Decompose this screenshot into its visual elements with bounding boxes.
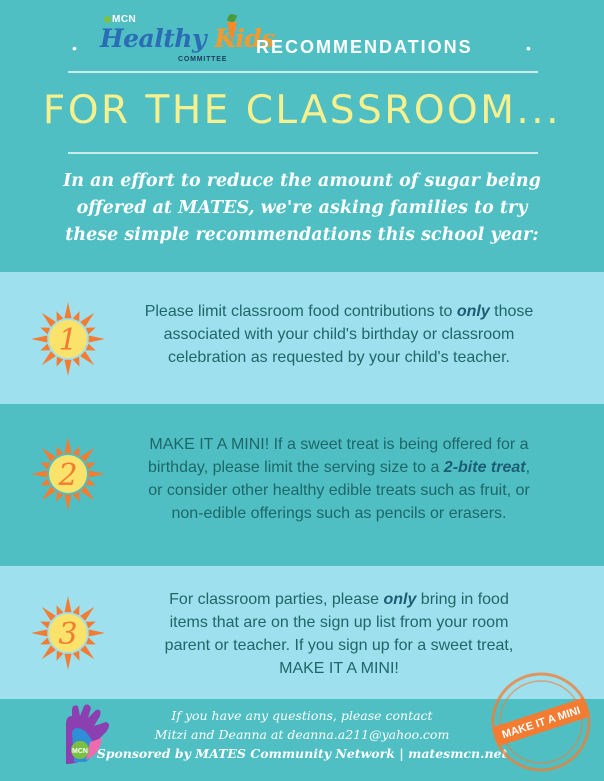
- line: Please limit classroom food contributions to only those: [144, 303, 534, 320]
- leaf-icon: [104, 16, 111, 23]
- sun-ray: [40, 479, 50, 486]
- line: associated with your child's birthday or classroom: [163, 326, 515, 343]
- line: non-edible offerings such as pencils or erasers.: [171, 505, 507, 522]
- sun-ray: [86, 479, 96, 486]
- line: MAKE IT A MINI!: [279, 660, 399, 677]
- header: [0, 0, 604, 70]
- logo-mcn: MCN: [104, 14, 136, 25]
- line: or consider other healthy edible treats such as fruit, or: [148, 482, 530, 499]
- sun-ray: [57, 651, 64, 661]
- item-number-1: 1: [58, 323, 78, 358]
- sun-ray: [42, 313, 56, 327]
- sun-ray: [40, 344, 50, 351]
- sun-ray: [42, 448, 56, 462]
- carrot-icon: [227, 22, 237, 44]
- sun-ray: [89, 629, 105, 636]
- sun-ray: [80, 645, 94, 659]
- badge-label: MCN: [72, 748, 88, 755]
- line: celebration as requested by your child's teacher.: [168, 349, 510, 366]
- sun-ray: [86, 344, 96, 351]
- line: parent or teacher. If you sign up for a sweet treat,: [164, 637, 514, 654]
- sun-ray: [80, 448, 94, 462]
- page-title: FOR THE CLASSROOM...: [42, 88, 562, 133]
- sun-ray: [57, 311, 64, 321]
- stamp-text: MAKE IT A MINI: [500, 704, 583, 742]
- sun-ray: [73, 311, 80, 321]
- sun-ray: [80, 486, 94, 500]
- sun-ray: [57, 605, 64, 615]
- sun-ray: [86, 463, 96, 470]
- sun-ray: [31, 335, 47, 342]
- sun-ray: [64, 437, 71, 453]
- sun-ray: [57, 357, 64, 367]
- sun-ray: [80, 607, 94, 621]
- item-number-2: 2: [58, 458, 78, 493]
- sun-ray: [89, 470, 105, 477]
- sun-ray: [42, 645, 56, 659]
- sun-ray: [31, 629, 47, 636]
- line: MAKE IT A MINI! If a sweet treat is being offered for a: [149, 436, 529, 453]
- logo-healthy-kids: Healthy Kids: [100, 24, 275, 53]
- sun-ray: [89, 335, 105, 342]
- sun-ray: [40, 622, 50, 629]
- sun-ray: [42, 351, 56, 365]
- recommendation-text-1: [104, 300, 574, 369]
- recommendations-heading: RECOMMENDATIONS: [256, 37, 473, 57]
- sun-ray: [80, 313, 94, 327]
- sun-ray: [57, 492, 64, 502]
- recommendation-text-2: [104, 433, 574, 525]
- line: For classroom parties, please only bring in food: [169, 591, 509, 608]
- sun-ray: [86, 638, 96, 645]
- top-rule: [68, 71, 538, 73]
- sun-ray: [86, 328, 96, 335]
- intro-text: In an effort to reduce the amount of sugar being offered at MATES, we're asking families to try these simple recommendations this school year:: [63, 171, 541, 245]
- sun-number-3-icon: [29, 594, 107, 672]
- sun-ray: [31, 470, 47, 477]
- sun-ray: [73, 357, 80, 367]
- sun-ray: [40, 463, 50, 470]
- sun-ray: [40, 638, 50, 645]
- item-number-3: 3: [58, 617, 78, 652]
- sun-ray: [73, 446, 80, 456]
- sun-ray: [86, 622, 96, 629]
- sun-number-1-icon: [29, 300, 107, 378]
- sun-ray: [42, 486, 56, 500]
- sun-ray: [73, 492, 80, 502]
- sun-ray: [80, 351, 94, 365]
- sun-ray: [73, 651, 80, 661]
- line: items that are on the sign up list from your room: [169, 614, 509, 631]
- footer-text: If you have any questions, please contact Mitzi and Deanna at deanna.a211@yahoo.com Sponsored by MATES Community Network | matesmcn.net: [96, 708, 508, 761]
- sun-ray: [64, 360, 71, 376]
- bottom-rule: [68, 152, 538, 154]
- sun-ray: [40, 328, 50, 335]
- sun-number-2-icon: [29, 435, 107, 513]
- sun-ray: [64, 302, 71, 318]
- sun-ray: [73, 605, 80, 615]
- bullet-right: •: [526, 40, 531, 56]
- logo-committee: COMMITTEE: [178, 56, 228, 63]
- sun-ray: [57, 446, 64, 456]
- sun-ray: [64, 495, 71, 511]
- make-it-a-mini-stamp: [489, 670, 593, 774]
- recommendation-text-3: [104, 588, 574, 680]
- sun-ray: [64, 654, 71, 670]
- sun-ray: [42, 607, 56, 621]
- bullet-left: •: [72, 40, 77, 56]
- sun-ray: [64, 596, 71, 612]
- line: birthday, please limit the serving size to a 2-bite treat,: [147, 459, 531, 476]
